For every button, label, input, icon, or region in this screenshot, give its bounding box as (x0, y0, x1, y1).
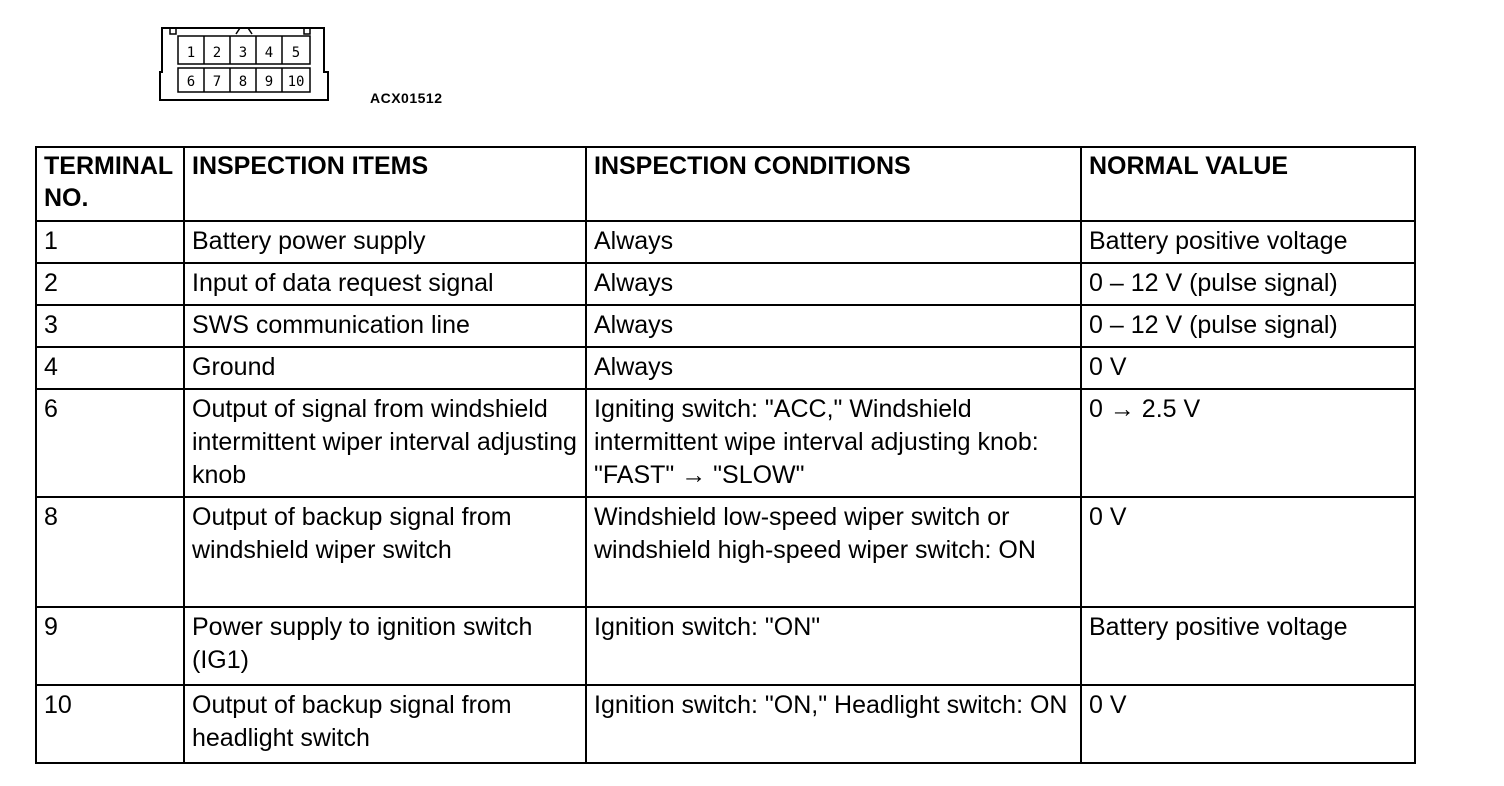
pin-8-label: 8 (238, 74, 248, 90)
terminal-cell: 8 (36, 497, 184, 607)
condition-cell: Windshield low-speed wiper switch or windshield high-speed wiper switch: ON (586, 497, 1081, 607)
value-cell: 0 V (1081, 347, 1415, 389)
header-inspection-conditions: INSPECTION CONDITIONS (586, 147, 1081, 221)
item-cell: SWS communication line (184, 305, 586, 347)
table-row (36, 347, 1415, 389)
pin-5-label: 5 (291, 45, 301, 61)
value-cell: Battery positive voltage (1081, 221, 1415, 263)
table-row (36, 263, 1415, 305)
value-cell: 0 V (1081, 685, 1415, 763)
header-normal-value: NORMAL VALUE (1081, 147, 1415, 221)
condition-cell: Always (586, 221, 1081, 263)
item-cell: Ground (184, 347, 586, 389)
condition-cell: Igniting switch: "ACC," Windshield intermittent wipe interval adjusting knob: "FAST" → "SLOW" (586, 389, 1081, 497)
pin-4-label: 4 (264, 45, 274, 61)
table-row (36, 497, 1415, 607)
diagram-code: ACX01512 (370, 90, 443, 106)
condition-cell: Ignition switch: "ON" (586, 607, 1081, 685)
condition-cell: Always (586, 263, 1081, 305)
table-header-row (36, 147, 1415, 221)
value-cell: 0 → 2.5 V (1081, 389, 1415, 497)
pin-1-label: 1 (186, 45, 196, 61)
terminal-cell: 10 (36, 685, 184, 763)
item-cell: Output of backup signal from headlight switch (184, 685, 586, 763)
terminal-cell: 3 (36, 305, 184, 347)
item-cell: Battery power supply (184, 221, 586, 263)
pin-9-label: 9 (264, 74, 274, 90)
item-cell: Output of signal from windshield intermittent wiper interval adjusting knob (184, 389, 586, 497)
pin-2-label: 2 (212, 45, 222, 61)
inspection-table (35, 146, 1416, 764)
value-cell: 0 – 12 V (pulse signal) (1081, 263, 1415, 305)
terminal-cell: 9 (36, 607, 184, 685)
header-inspection-items: INSPECTION ITEMS (184, 147, 586, 221)
pin-7-label: 7 (212, 74, 222, 90)
terminal-cell: 6 (36, 389, 184, 497)
value-cell: Battery positive voltage (1081, 607, 1415, 685)
terminal-cell: 1 (36, 221, 184, 263)
condition-cell: Always (586, 347, 1081, 389)
table-row (36, 389, 1415, 497)
header-terminal-no: TERMINAL NO. (36, 147, 184, 221)
item-cell: Power supply to ignition switch (IG1) (184, 607, 586, 685)
value-cell: 0 – 12 V (pulse signal) (1081, 305, 1415, 347)
pin-10-label: 10 (287, 74, 305, 90)
table-row (36, 221, 1415, 263)
value-cell: 0 V (1081, 497, 1415, 607)
table-row (36, 607, 1415, 685)
connector-diagram (156, 20, 336, 104)
table-row (36, 305, 1415, 347)
item-cell: Input of data request signal (184, 263, 586, 305)
terminal-cell: 2 (36, 263, 184, 305)
pin-3-label: 3 (238, 45, 248, 61)
table-row (36, 685, 1415, 763)
item-cell: Output of backup signal from windshield wiper switch (184, 497, 586, 607)
terminal-cell: 4 (36, 347, 184, 389)
condition-cell: Always (586, 305, 1081, 347)
condition-cell: Ignition switch: "ON," Headlight switch: ON (586, 685, 1081, 763)
pin-6-label: 6 (186, 74, 196, 90)
